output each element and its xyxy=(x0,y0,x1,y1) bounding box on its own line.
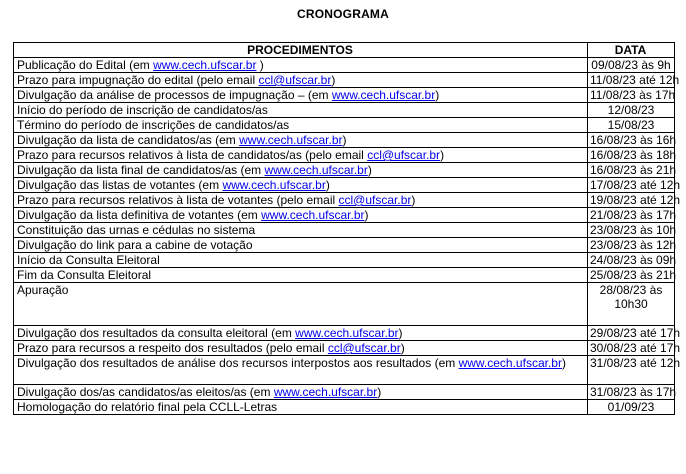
website-link[interactable]: www.cech.ufscar.br xyxy=(458,356,562,370)
email-link[interactable]: ccl@ufscar.br xyxy=(327,341,401,355)
procedure-text: ) xyxy=(256,58,264,72)
date-cell: 24/08/23 às 09h xyxy=(588,253,675,268)
date-cell: 30/08/23 até 17h xyxy=(588,341,675,356)
procedure-text: Prazo para recursos relativos à lista de candidatos/as (pelo email xyxy=(17,148,368,162)
email-link[interactable]: ccl@ufscar.br xyxy=(258,73,332,87)
date-cell: 17/08/23 até 12h xyxy=(588,178,675,193)
table-row xyxy=(14,385,675,400)
procedure-text: ) xyxy=(364,208,369,222)
date-cell: 01/09/23 xyxy=(588,400,675,415)
table-row xyxy=(14,283,675,326)
procedure-text: Divulgação dos/as candidatos/as eleitos/as (em xyxy=(17,385,274,399)
procedure-cell xyxy=(14,178,588,193)
procedure-cell xyxy=(14,163,588,178)
procedure-text: Divulgação dos resultados da consulta eleitoral (em xyxy=(17,326,296,340)
date-cell: 16/08/23 às 18h xyxy=(588,148,675,163)
website-link[interactable]: www.cech.ufscar.br xyxy=(222,178,326,192)
table-row xyxy=(14,326,675,341)
table-row xyxy=(14,208,675,223)
table-row xyxy=(14,223,675,238)
table-header-row xyxy=(14,43,675,58)
procedure-text: Divulgação dos resultados de análise dos recursos interpostos aos resultados (em xyxy=(17,356,459,370)
procedure-text: Divulgação do link para a cabine de votação xyxy=(17,238,253,252)
procedure-text: Prazo para recursos a respeito dos resultados (pelo email xyxy=(17,341,328,355)
website-link[interactable]: www.cech.ufscar.br xyxy=(273,385,378,399)
table-row xyxy=(14,268,675,283)
procedure-cell xyxy=(14,88,588,103)
procedure-text: Prazo para impugnação do edital (pelo email xyxy=(17,73,259,87)
table-row xyxy=(14,88,675,103)
procedure-cell xyxy=(14,118,588,133)
procedure-text: Prazo para recursos relativos à lista de votantes (pelo email xyxy=(17,193,339,207)
procedure-text: Término do período de inscrições de candidatos/as xyxy=(17,118,290,132)
page-title: CRONOGRAMA xyxy=(297,7,389,21)
table-row xyxy=(14,238,675,253)
procedure-cell xyxy=(14,385,588,400)
procedure-cell xyxy=(14,400,588,415)
table-row xyxy=(14,118,675,133)
table-row xyxy=(14,178,675,193)
procedure-cell xyxy=(14,341,588,356)
table-row xyxy=(14,73,675,88)
procedure-cell xyxy=(14,73,588,88)
date-cell: 09/08/23 às 9h xyxy=(588,58,675,73)
date-cell: 31/08/23 até 12h xyxy=(588,356,675,385)
procedure-cell xyxy=(14,326,588,341)
procedure-text: Homologação do relatório final pela CCLL-Letras xyxy=(17,400,278,414)
column-header-procedures: PROCEDIMENTOS xyxy=(14,43,588,58)
procedure-text: Fim da Consulta Eleitoral xyxy=(17,268,152,282)
column-header-date: DATA xyxy=(588,43,675,58)
procedure-text: ) xyxy=(342,133,347,147)
procedure-text: ) xyxy=(400,341,405,355)
website-link[interactable]: www.cech.ufscar.br xyxy=(264,163,368,177)
date-cell: 15/08/23 xyxy=(588,118,675,133)
date-cell: 23/08/23 às 12h xyxy=(588,238,675,253)
website-link[interactable]: www.cech.ufscar.br xyxy=(261,208,365,222)
email-link[interactable]: ccl@ufscar.br xyxy=(338,193,412,207)
procedure-text: Divulgação da lista final de candidatos/as (em xyxy=(17,163,265,177)
procedure-cell xyxy=(14,133,588,148)
date-cell: 16/08/23 às 21h xyxy=(588,163,675,178)
procedure-cell xyxy=(14,58,588,73)
procedure-text: ) xyxy=(561,356,566,370)
website-link[interactable]: www.cech.ufscar.br xyxy=(331,88,436,102)
schedule-table xyxy=(13,42,681,415)
procedure-text: Apuração xyxy=(17,283,69,297)
procedure-cell xyxy=(14,238,588,253)
procedure-cell xyxy=(14,148,588,163)
date-cell: 21/08/23 às 17h xyxy=(588,208,675,223)
date-cell: 23/08/23 às 10h xyxy=(588,223,675,238)
email-link[interactable]: ccl@ufscar.br xyxy=(367,148,441,162)
procedure-text: ) xyxy=(331,73,336,87)
procedure-cell xyxy=(14,268,588,283)
date-cell: 29/08/23 até 17h xyxy=(588,326,675,341)
table-row xyxy=(14,148,675,163)
procedure-cell xyxy=(14,283,588,326)
website-link[interactable]: www.cech.ufscar.br xyxy=(153,58,257,72)
table-row xyxy=(14,400,675,415)
procedure-text: Início do período de inscrição de candidatos/as xyxy=(17,103,268,117)
procedure-text: ) xyxy=(411,193,416,207)
date-cell: 16/08/23 às 16h xyxy=(588,133,675,148)
procedure-cell xyxy=(14,356,588,385)
procedure-text: ) xyxy=(325,178,330,192)
date-cell: 25/08/23 às 21h xyxy=(588,268,675,283)
procedure-cell xyxy=(14,253,588,268)
procedure-text: Divulgação da análise de processos de impugnação – (em xyxy=(17,88,332,102)
table-row xyxy=(14,253,675,268)
website-link[interactable]: www.cech.ufscar.br xyxy=(295,326,399,340)
table-row xyxy=(14,341,675,356)
date-cell: 11/08/23 até 12h xyxy=(588,73,675,88)
procedure-text: Início da Consulta Eleitoral xyxy=(17,253,160,267)
procedure-cell xyxy=(14,208,588,223)
procedure-text: ) xyxy=(435,88,440,102)
procedure-text: ) xyxy=(398,326,403,340)
table-row xyxy=(14,58,675,73)
table-row xyxy=(14,103,675,118)
date-cell: 19/08/23 até 12h xyxy=(588,193,675,208)
table-row xyxy=(14,133,675,148)
procedure-text: Divulgação da lista de candidatos/as (em xyxy=(17,133,240,147)
procedure-text: Divulgação da lista definitiva de votantes (em xyxy=(17,208,262,222)
website-link[interactable]: www.cech.ufscar.br xyxy=(239,133,343,147)
date-cell: 12/08/23 xyxy=(588,103,675,118)
procedure-text: ) xyxy=(377,385,382,399)
procedure-cell xyxy=(14,223,588,238)
procedure-cell xyxy=(14,193,588,208)
procedure-text: Constituição das urnas e cédulas no sistema xyxy=(17,223,256,237)
procedure-text: Divulgação das listas de votantes (em xyxy=(17,178,223,192)
procedure-text: ) xyxy=(440,148,445,162)
date-cell: 11/08/23 às 17h xyxy=(588,88,675,103)
procedure-text: Publicação do Edital (em xyxy=(17,58,154,72)
table-row xyxy=(14,356,675,385)
table-row xyxy=(14,193,675,208)
table-row xyxy=(14,163,675,178)
procedure-text: ) xyxy=(367,163,372,177)
procedure-cell xyxy=(14,103,588,118)
date-cell: 31/08/23 às 17h xyxy=(588,385,675,400)
schedule-rows xyxy=(14,58,681,415)
date-cell: 28/08/23 às 10h30 xyxy=(588,283,675,326)
